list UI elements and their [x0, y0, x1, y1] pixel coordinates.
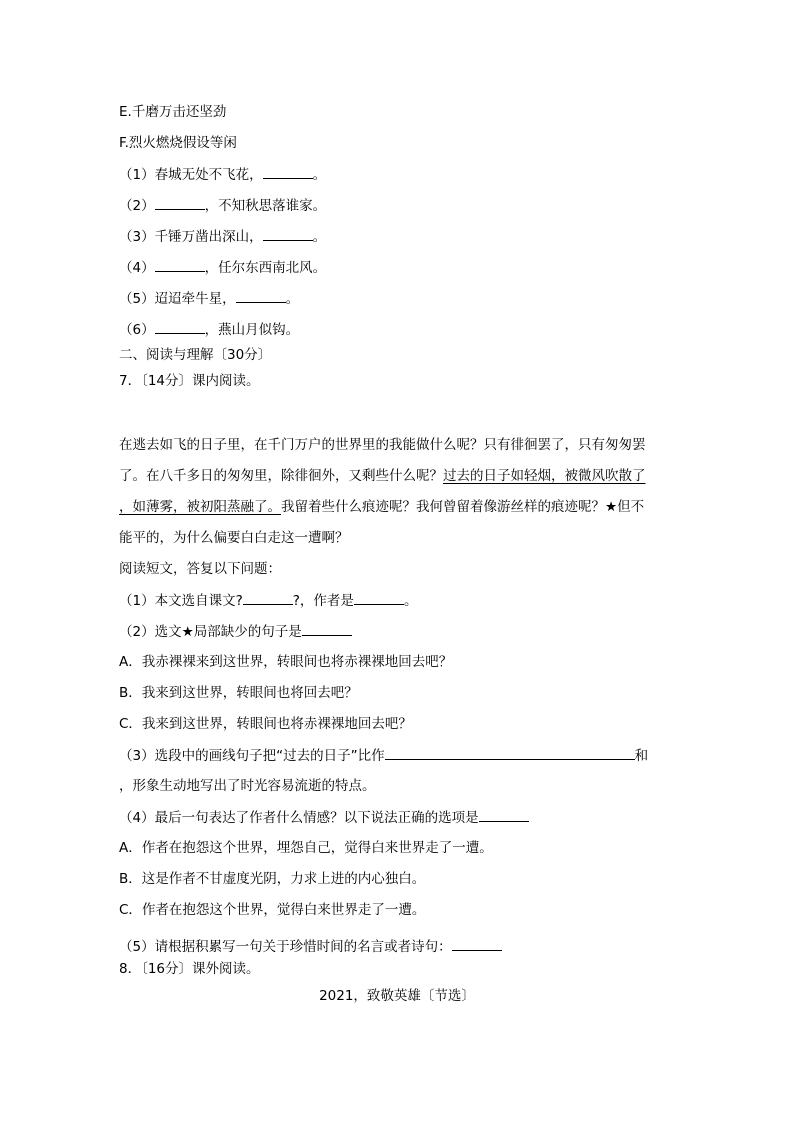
answer-blank[interactable] [479, 808, 529, 822]
fill-blank-5: （5）迢迢牵牛星， 。 [119, 291, 300, 307]
underlined-sentence: 过去的日子如轻烟，被微风吹散了 [443, 468, 646, 484]
answer-blank[interactable] [243, 591, 293, 605]
question-8-title: 8．〔16分〕课外阅读。 [119, 961, 260, 977]
poem-option-f: F.烈火燃烧假设等闲 [119, 135, 237, 151]
sub-question-4: （4）最后一句表达了作者什么情感？以下说法正确的选项是 [119, 808, 529, 827]
sub-question-1: （1）本文选自课文? ?，作者是 。 [119, 593, 418, 609]
answer-blank[interactable] [263, 165, 313, 179]
answer-blank[interactable] [354, 591, 404, 605]
answer-blank[interactable] [236, 289, 286, 303]
passage-line: 能平的，为什么偏要白白走这一遭啊？ [119, 530, 349, 546]
passage-line: 在逃去如飞的日子里，在千门万户的世界里的我能做什么呢？只有徘徊罢了，只有匆匆罢 [119, 437, 646, 453]
passage-line: ，如薄雾，被初阳蒸融了。我留着些什么痕迹呢？我何曾留着像游丝样的痕迹呢？★但不 [119, 499, 645, 515]
option-b[interactable]: B．这是作者不甘虚度光阴，力求上进的内心独白。 [119, 871, 426, 887]
answer-blank[interactable] [385, 746, 635, 760]
option-a[interactable]: A．作者在抱怨这个世界，埋怨自己，觉得白来世界走了一遭。 [119, 840, 493, 856]
option-b[interactable]: B．我来到这世界，转眼间也将回去吧？ [119, 685, 358, 701]
fill-blank-6: （6） ，燕山月似钩。 [119, 322, 300, 338]
instruction: 阅读短文，答复以下问题： [119, 561, 281, 577]
sub-question-3-cont: ，形象生动地写出了时光容易流逝的特点。 [119, 778, 376, 794]
option-c[interactable]: C．我来到这世界，转眼间也将赤裸裸地回去吧？ [119, 716, 412, 732]
fill-blank-4: （4） ，任尔东西南北风。 [119, 260, 327, 276]
answer-blank[interactable] [155, 196, 205, 210]
fill-blank-1: （1）春城无处不飞花， 。 [119, 167, 327, 183]
answer-blank[interactable] [155, 320, 205, 334]
poem-option-e: E.千磨万击还坚劲 [119, 104, 227, 120]
article-title: 2021，致敬英雄〔节选〕 [319, 988, 475, 1004]
sub-question-2: （2）选文★局部缺少的句子是 [119, 622, 352, 641]
answer-blank[interactable] [263, 227, 313, 241]
answer-blank[interactable] [302, 622, 352, 636]
sub-question-3: （3）选段中的画线句子把“过去的日子”比作 和 [119, 748, 649, 764]
answer-blank[interactable] [452, 937, 502, 951]
answer-blank[interactable] [155, 258, 205, 272]
fill-blank-2: （2） ，不知秋思落谁家。 [119, 198, 327, 214]
passage-line: 了。在八千多日的匆匆里，除徘徊外，又剩些什么呢？过去的日子如轻烟，被微风吹散了 [119, 468, 646, 484]
section-heading: 二、阅读与理解〔30分〕 [119, 347, 272, 363]
option-a[interactable]: A．我赤裸裸来到这世界，转眼间也将赤裸裸地回去吧？ [119, 654, 453, 670]
underlined-sentence: ，如薄雾，被初阳蒸融了。 [119, 499, 281, 515]
option-c[interactable]: C．作者在抱怨这个世界，觉得白来世界走了一遭。 [119, 902, 426, 918]
question-7-title: 7．〔14分〕课内阅读。 [119, 373, 260, 389]
sub-question-5: （5）请根据积累写一句关于珍惜时间的名言或者诗句： [119, 937, 502, 956]
fill-blank-3: （3）千锤万凿出深山， 。 [119, 229, 327, 245]
